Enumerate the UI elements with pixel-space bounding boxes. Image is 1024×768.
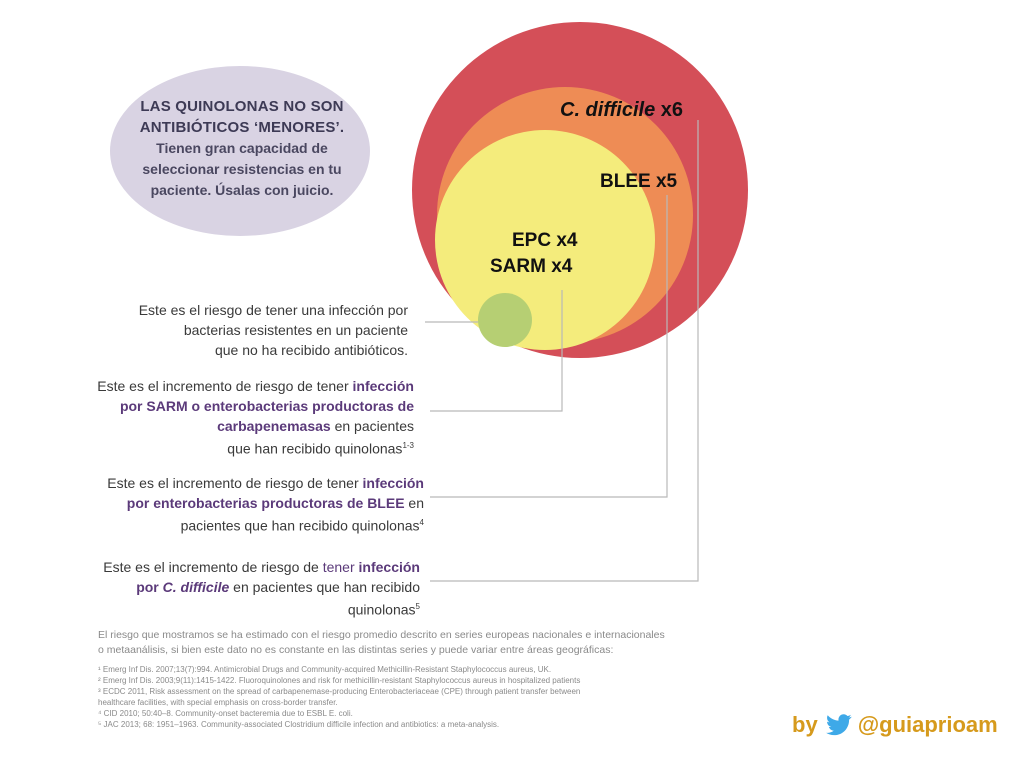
d2-pre: Este es el incremento de riesgo de tener xyxy=(97,378,353,394)
d1-line3: que no ha recibido antibióticos. xyxy=(214,342,408,358)
reference-3-cont: healthcare facilities, with special emphasis on cross-border transfer. xyxy=(98,698,338,707)
reference-1: ¹ Emerg Inf Dis. 2007;13(7):994. Antimicrobial Drugs and Community-acquired Methicillin-Resistant Staphylococcus aureus, UK. xyxy=(98,665,552,674)
d3-line1 xyxy=(84,473,424,493)
label-c-difficile-name: C. difficile xyxy=(560,99,656,121)
d4-hl2b: C. difficile xyxy=(162,579,230,595)
d4-hl2a: por xyxy=(136,579,163,595)
references xyxy=(98,664,738,730)
d2-post1: en pacientes xyxy=(330,418,414,434)
d4-line3 xyxy=(80,597,420,620)
credit xyxy=(792,712,998,738)
d2-line1 xyxy=(74,376,414,396)
note-line2: o metaanálisis, si bien este dato no es constante en las distintas series y puede variar entre áreas geográficas: xyxy=(98,644,614,656)
description-blee xyxy=(84,473,424,536)
reference-4: ⁴ CID 2010; 50:40–8. Community-onset bacteremia due to ESBL E. coli. xyxy=(98,709,353,718)
credit-by: by xyxy=(792,712,818,737)
d2-line3 xyxy=(74,416,414,436)
label-sarm: SARM x4 xyxy=(490,256,573,277)
d1-line2: bacterias resistentes en un paciente xyxy=(183,322,408,338)
circle-baseline xyxy=(478,293,532,347)
label-epc: EPC x4 xyxy=(512,230,578,251)
note-line1: El riesgo que mostramos se ha estimado con el riesgo promedio descrito en series europeas nacionales e internacionales xyxy=(98,629,665,641)
d2-hl2: por SARM o enterobacterias productoras de xyxy=(119,398,414,414)
callout xyxy=(112,68,372,238)
label-c-difficile xyxy=(560,99,683,122)
d4-post2: quinolonas xyxy=(347,601,416,618)
twitter-bird-icon xyxy=(826,714,852,736)
description-c-difficile xyxy=(80,557,420,620)
d4-sup: 5 xyxy=(415,602,420,611)
d3-post2: pacientes que han recibido quinolonas xyxy=(180,517,420,534)
reference-3: ³ ECDC 2011, Risk assessment on the spread of carbapenemase-producing Enterobacteriaceae (CPE) through patient transfer between xyxy=(98,687,581,696)
d4-hl1: infección xyxy=(358,559,420,575)
reference-2: ² Emerg Inf Dis. 2003;9(11):1415-1422. Fluoroquinolones and risk for methicillin-resistant Staphylococcus aureus in hospitalized patients xyxy=(98,676,581,685)
d1-line1: Este es el riesgo de tener una infección por xyxy=(138,302,408,318)
d3-pre: Este es el incremento de riesgo de tener xyxy=(107,475,363,491)
description-epc-sarm xyxy=(74,376,414,459)
d3-line2 xyxy=(84,493,424,513)
d2-sup: 1-3 xyxy=(402,441,414,450)
credit-handle: @guiaprioam xyxy=(857,712,998,737)
callout-line3: Tienen gran capacidad de xyxy=(156,140,328,156)
callout-line2: ANTIBIÓTICOS ‘MENORES’. xyxy=(139,119,345,136)
d3-sup: 4 xyxy=(419,518,424,527)
description-baseline xyxy=(88,300,408,360)
d4-line1 xyxy=(80,557,420,577)
d2-post2: que han recibido quinolonas xyxy=(227,440,403,457)
d3-post1: en xyxy=(404,495,424,511)
reference-5: ⁵ JAC 2013; 68: 1951–1963. Community-associated Clostridium difficile infection and antibiotics: a meta-analysis. xyxy=(98,720,500,729)
d2-hl3: carbapenemasas xyxy=(217,418,331,434)
d4-pre2: tener xyxy=(322,559,359,575)
d2-hl1: infección xyxy=(352,378,414,394)
methodology-note xyxy=(98,628,738,658)
label-c-difficile-mult: x6 xyxy=(655,99,684,121)
d4-post1: en pacientes que han recibido xyxy=(229,579,420,595)
callout-line5: paciente. Úsalas con juicio. xyxy=(150,182,334,198)
callout-line4: seleccionar resistencias en tu xyxy=(142,161,342,177)
callout-text xyxy=(112,96,372,201)
d4-pre: Este es el incremento de riesgo de xyxy=(103,559,323,575)
d4-line2 xyxy=(80,577,420,597)
callout-line1: LAS QUINOLONAS NO SON xyxy=(140,98,344,115)
d2-line4 xyxy=(74,436,414,459)
label-blee: BLEE x5 xyxy=(600,171,678,192)
d3-line3 xyxy=(84,513,424,536)
d3-hl2: por enterobacterias productoras de BLEE xyxy=(126,495,405,511)
d3-hl1: infección xyxy=(362,475,424,491)
